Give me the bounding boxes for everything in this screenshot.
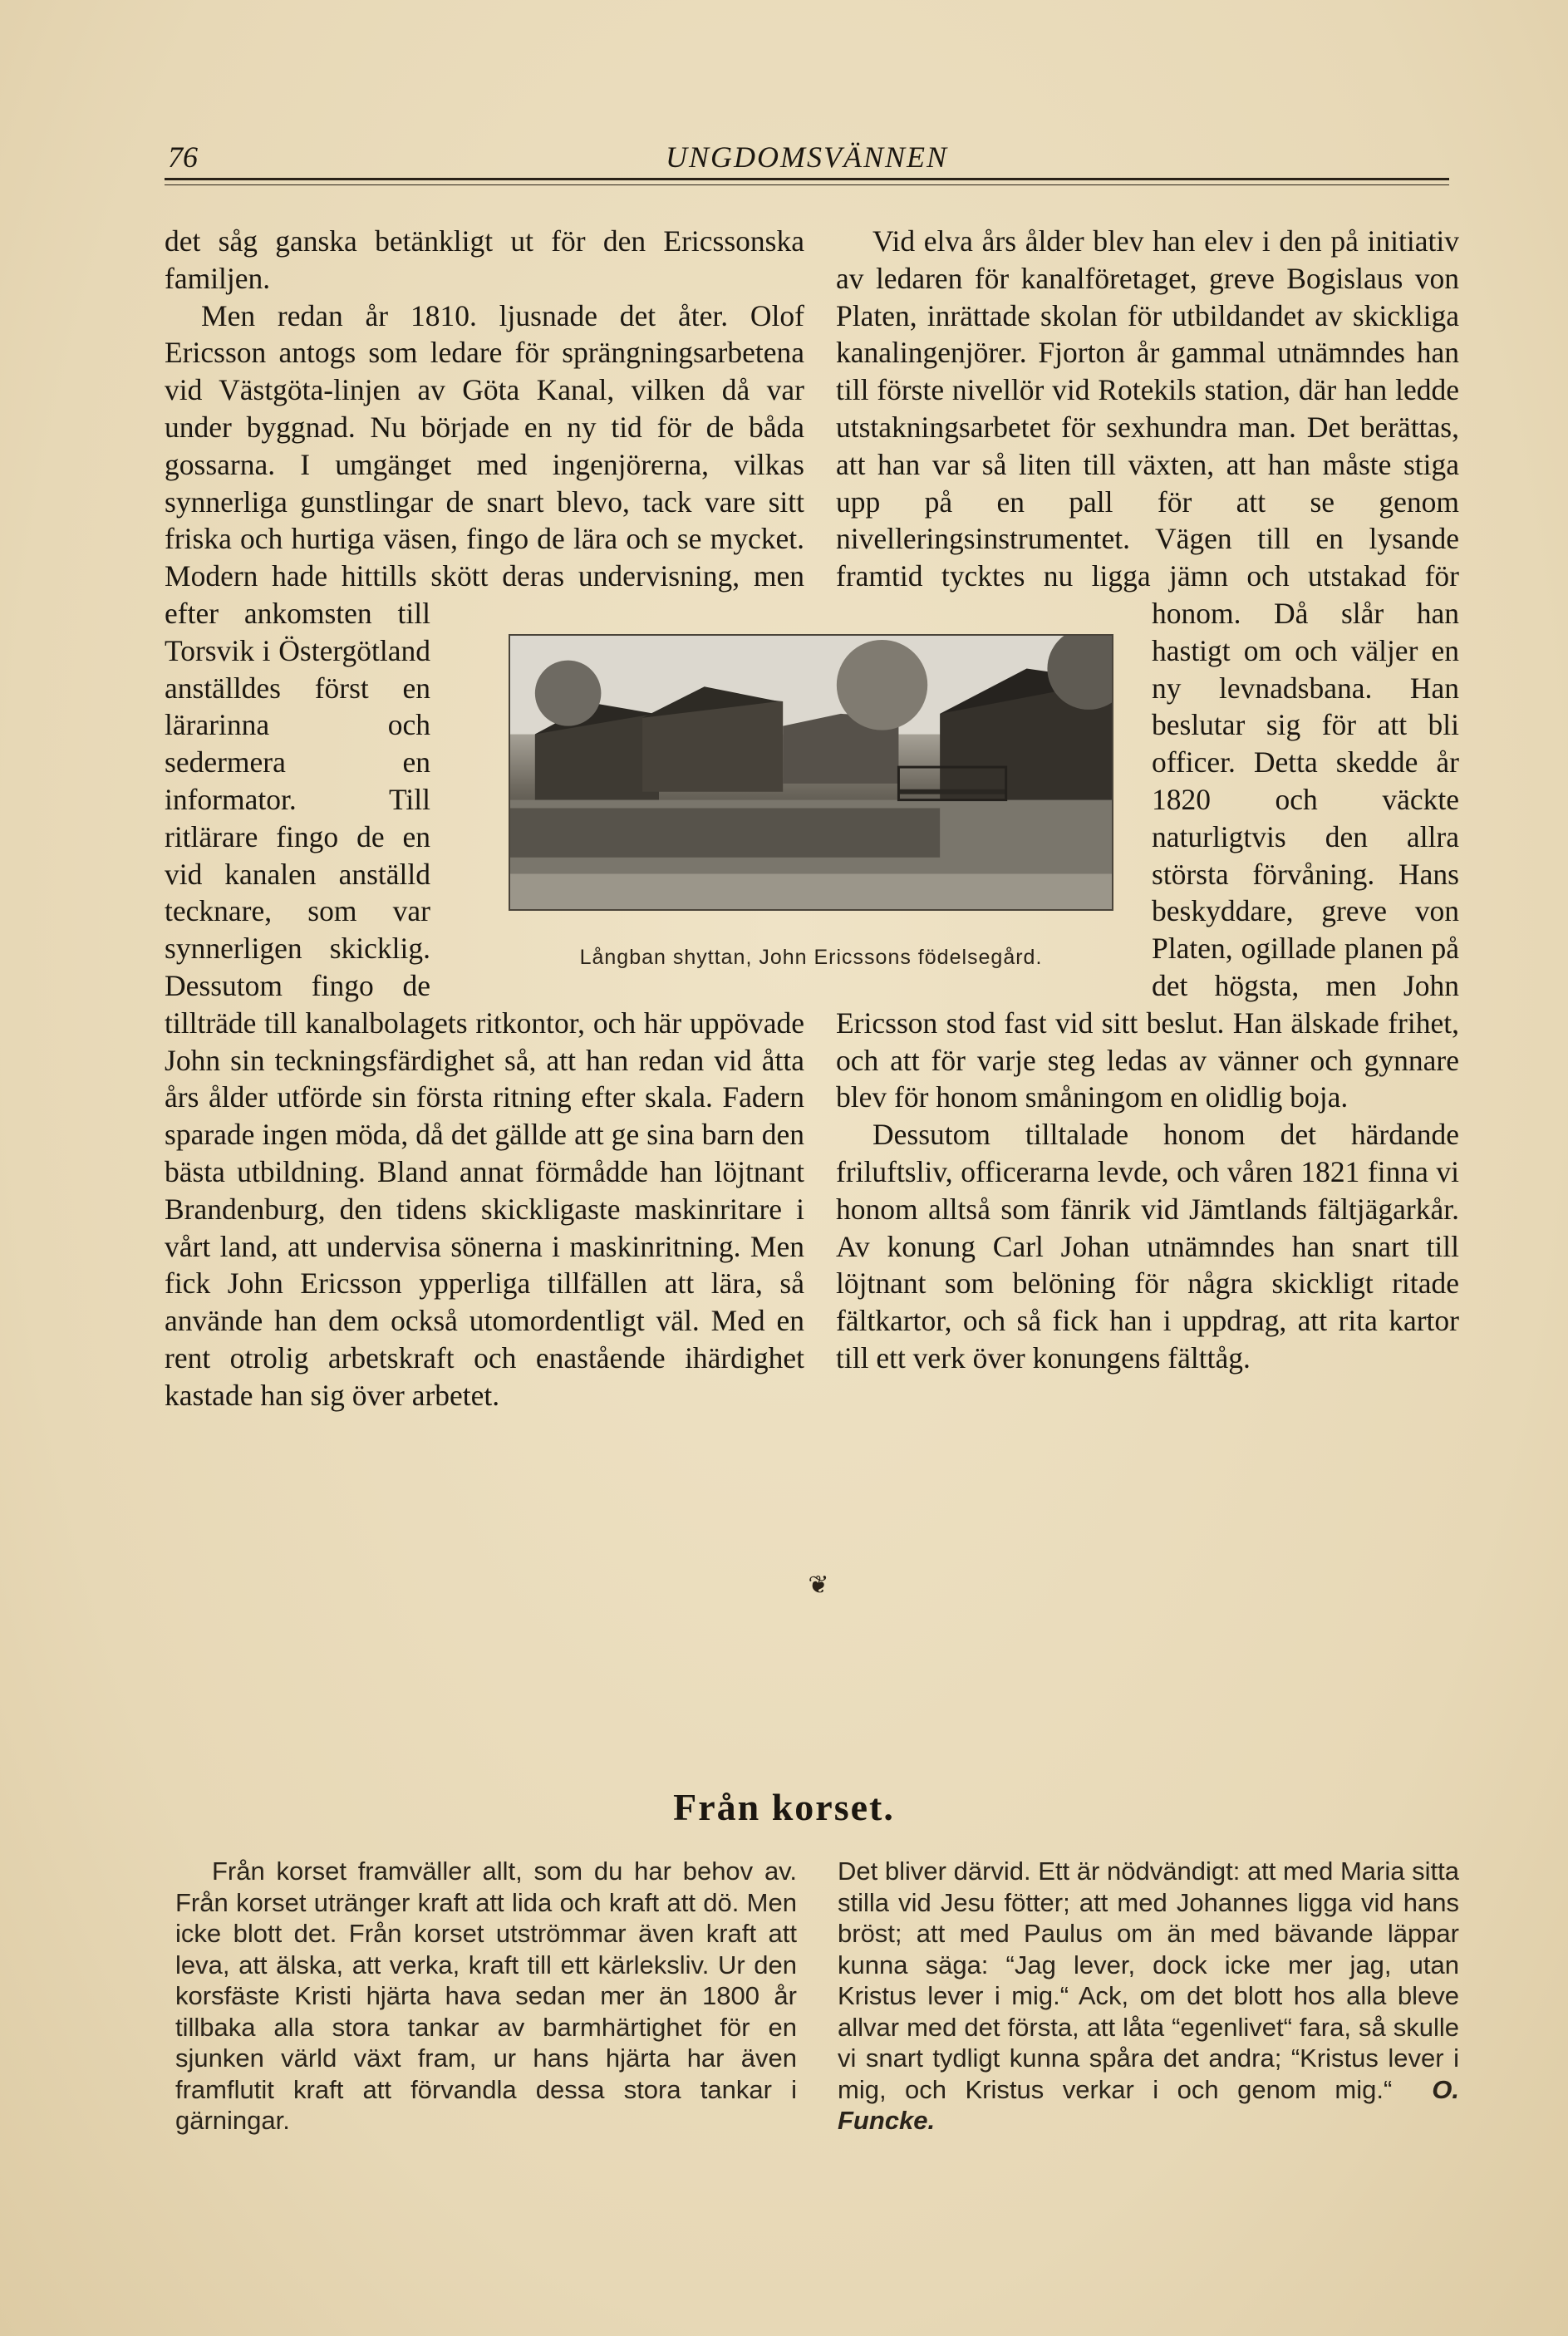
- section-title: Från korset.: [673, 1786, 895, 1828]
- ornament-icon: ❦: [808, 1571, 829, 1599]
- article-paragraph: Vid elva års ålder blev han elev i den på initiativ av ledaren för kanalföretaget, greve Bogislaus von Platen, inrättade skolan för utbildandet av skickliga kanalingenjörer. Fjorton år gammal utnämndes han till förste nivellör vid Rotekils station, där han ledde utstakningsarbetet för sexhundra man. Det berättas, att han var så liten till växten, att han måste stiga upp på en pall för att se genom nivelleringsinstrumentet. Vägen till en lysande framtid tycktes nu ligga jämn och utstakad för honom. Då slår han hastigt om och väljer en ny levnadsbana. Han beslutar sig för att bli officer. Detta skedde år 1820 och väckte naturligtvis den allra största förvåning. Hans beskyddare, greve von Platen, ogillade planen på det högsta, men John Ericsson stod fast vid sitt beslut. Han älskade frihet, och att för varje steg ledas av vänner och gynnare blev för honom småningom en olidlig boja.: [836, 224, 1459, 1114]
- journal-title: UNGDOMSVÄNNEN: [666, 140, 948, 174]
- article-paragraph: Men redan år 1810. ljusnade det åter. Olof Ericsson antogs som ledare för sprängningsarbetena vid Västgöta-linjen av Göta Kanal, vilken då var under byggnad. Nu började en ny tid för de båda gossarna. I umgänget med ingenjörerna, vilkas synnerliga gunstlingar de snart blevo, tack vare sitt friska och hurtiga väsen, fingo de lära och se mycket. Modern hade hittills skött deras undervisning, men efter ankomsten till Torsvik i Östergötland anställdes först en lärarinna och sedermera en informator. Till ritlärare fingo de en vid kanalen anställd tecknare, som var synnerligen skicklig. Dessutom fingo de tillträde till kanalbolagets ritkontor, och här uppövade John sin teckningsfärdighet så, att han redan vid åtta års ålder utförde sin första ritning efter skala. Fadern sparade ingen möda, då det gällde att ge sina barn den bästa utbildning. Bland annat förmådde han löjtnant Brandenburg, den tidens skickligaste maskinritare i vårt land, att undervisa sönerna i maskinritning. Men fick John Ericsson ypperliga tillfällen att lära, så använde han dem också utomordentligt väl. Med en rent otrolig arbetskraft och enastående ihärdighet kastade han sig över arbetet.: [165, 298, 804, 1412]
- article-paragraph: Dessutom tilltalade honom det härdande friluftsliv, officerarna levde, och våren 1821 finna vi honom alltså som fänrik vid Jämtlands fältjägarkår. Av konung Carl Johan utnämndes han snart till löjtnant som belöning för några skickligt ritade fältkartor, och så fick han i uppdrag, att rita kartor till ett verk över konungens fälttåg.: [836, 1118, 1459, 1375]
- header-rule-thin: [165, 184, 1449, 185]
- devotional-paragraph: [838, 1856, 1459, 2137]
- devotional-paragraph: Från korset framväller allt, som du har behov av. Från korset utränger kraft att lida och kraft att dö. Men icke blott det. Från korset utströmmar även kraft att leva, att älska, att verka, kraft till ett kärleksliv. Ur den korsfäste Kristi hjärta hava sedan mer än 1800 år tillbaka alla stora tankar av barmhärtighet för en sjunken värld växt fram, ur hans hjärta har även framflutit kraft att förvandla dessa stora tankar i gärningar.: [175, 1857, 797, 2135]
- devotional-right-column: [838, 1856, 1459, 2137]
- devotional-left-column: [175, 1856, 797, 2137]
- header-rule: [165, 178, 1449, 180]
- photo-caption: Långban shyttan, John Ericssons födelsegård.: [579, 946, 1043, 969]
- page-header: [165, 135, 1449, 184]
- author-signature: O. Funcke.: [838, 2074, 1459, 2135]
- article-right-column: [836, 223, 1459, 1652]
- article-paragraph: det såg ganska betänkligt ut för den Ericssonska familjen.: [165, 224, 804, 295]
- page-number: 76: [168, 140, 198, 174]
- birthplace-photo: [509, 634, 1113, 911]
- devotional-text: Det bliver därvid. Ett är nödvändigt: att med Maria sitta stilla vid Jesu fötter; att med Johannes ligga vid hans bröst; att med Paulus om än med bävande läppar kunna säga: “Jag lever, dock icke mer jag, utan Kristus lever i mig.“ Ack, om det blott hos alla bleve allvar med det första, att låta “egenlivet“ fara, så skulle vi snart tydligt kunna spåra det andra; “Kristus lever i mig, och Kristus verkar i och genom mig.“: [838, 1857, 1459, 2104]
- article-left-column: [165, 223, 804, 1652]
